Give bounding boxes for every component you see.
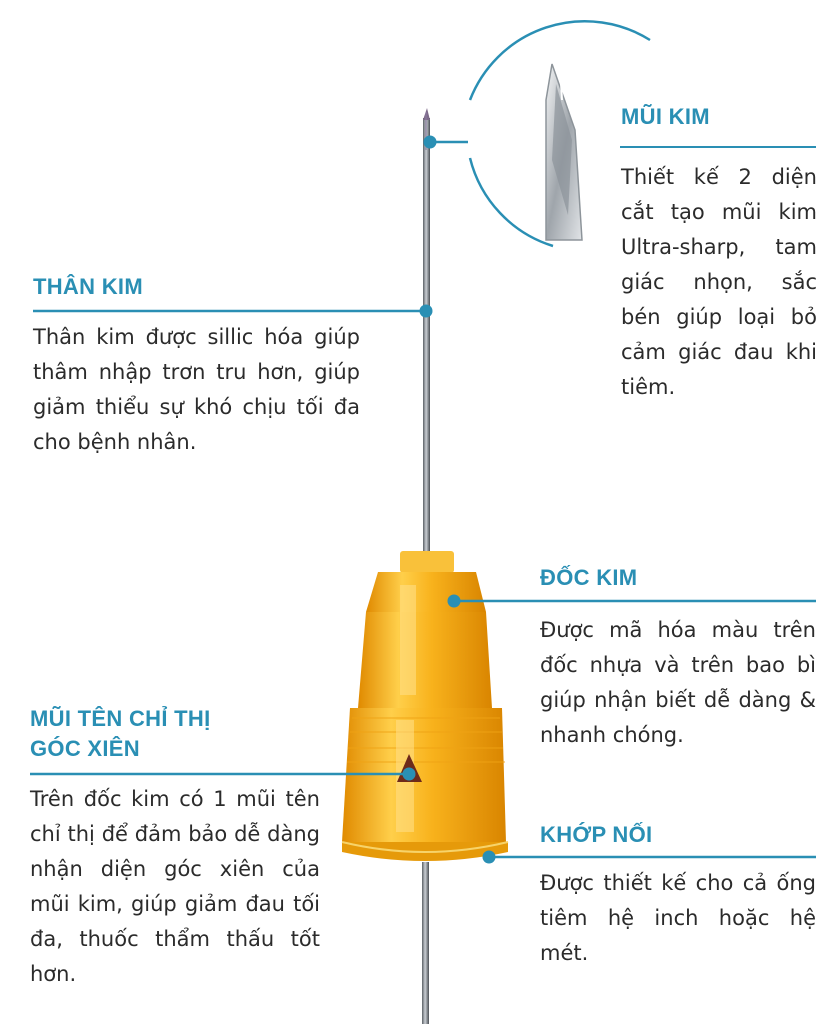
callout-dot-connector <box>483 851 496 864</box>
callout-dot-shaft <box>420 305 433 318</box>
arrow-title-line2: GÓC XIÊN <box>30 736 140 761</box>
needle-hub <box>342 551 508 861</box>
callout-dot-tip <box>424 136 437 149</box>
connector-title: KHỚP NỐI <box>540 822 653 847</box>
arrow-title-line1: MŨI TÊN CHỈ THỊ <box>30 706 211 731</box>
callout-dot-arrow <box>403 768 416 781</box>
callout-dot-hub <box>448 595 461 608</box>
tip-description: Thiết kế 2 diện cắt tạo mũi kim Ultra-sharp, tam giác nhọn, sắc bén giúp loại bỏ cảm giác đau khi tiêm. <box>621 165 817 399</box>
needle-shaft-lower <box>422 862 429 1024</box>
shaft-title: THÂN KIM <box>33 274 143 299</box>
tip-rule <box>620 146 816 148</box>
arrow-title <box>30 704 211 764</box>
arrow-description: Trên đốc kim có 1 mũi tên chỉ thị để đảm bảo dễ dàng nhận diện góc xiên của mũi kim, giúp giảm đau tối đa, thuốc thẩm thấu tốt hơn. <box>30 787 320 986</box>
tip-magnifier <box>433 21 650 246</box>
needle-shaft <box>423 108 430 566</box>
tip-title: MŨI KIM <box>621 104 710 129</box>
hub-description: Được mã hóa màu trên đốc nhựa và trên bao bì giúp nhận biết dễ dàng & nhanh chóng. <box>540 618 816 747</box>
shaft-description: Thân kim được sillic hóa giúp thâm nhập trơn tru hơn, giúp giảm thiểu sự khó chịu tối đa cho bệnh nhân. <box>33 325 360 454</box>
hub-title: ĐỐC KIM <box>540 565 638 590</box>
connector-description: Được thiết kế cho cả ống tiêm hệ inch hoặc hệ mét. <box>540 871 816 965</box>
